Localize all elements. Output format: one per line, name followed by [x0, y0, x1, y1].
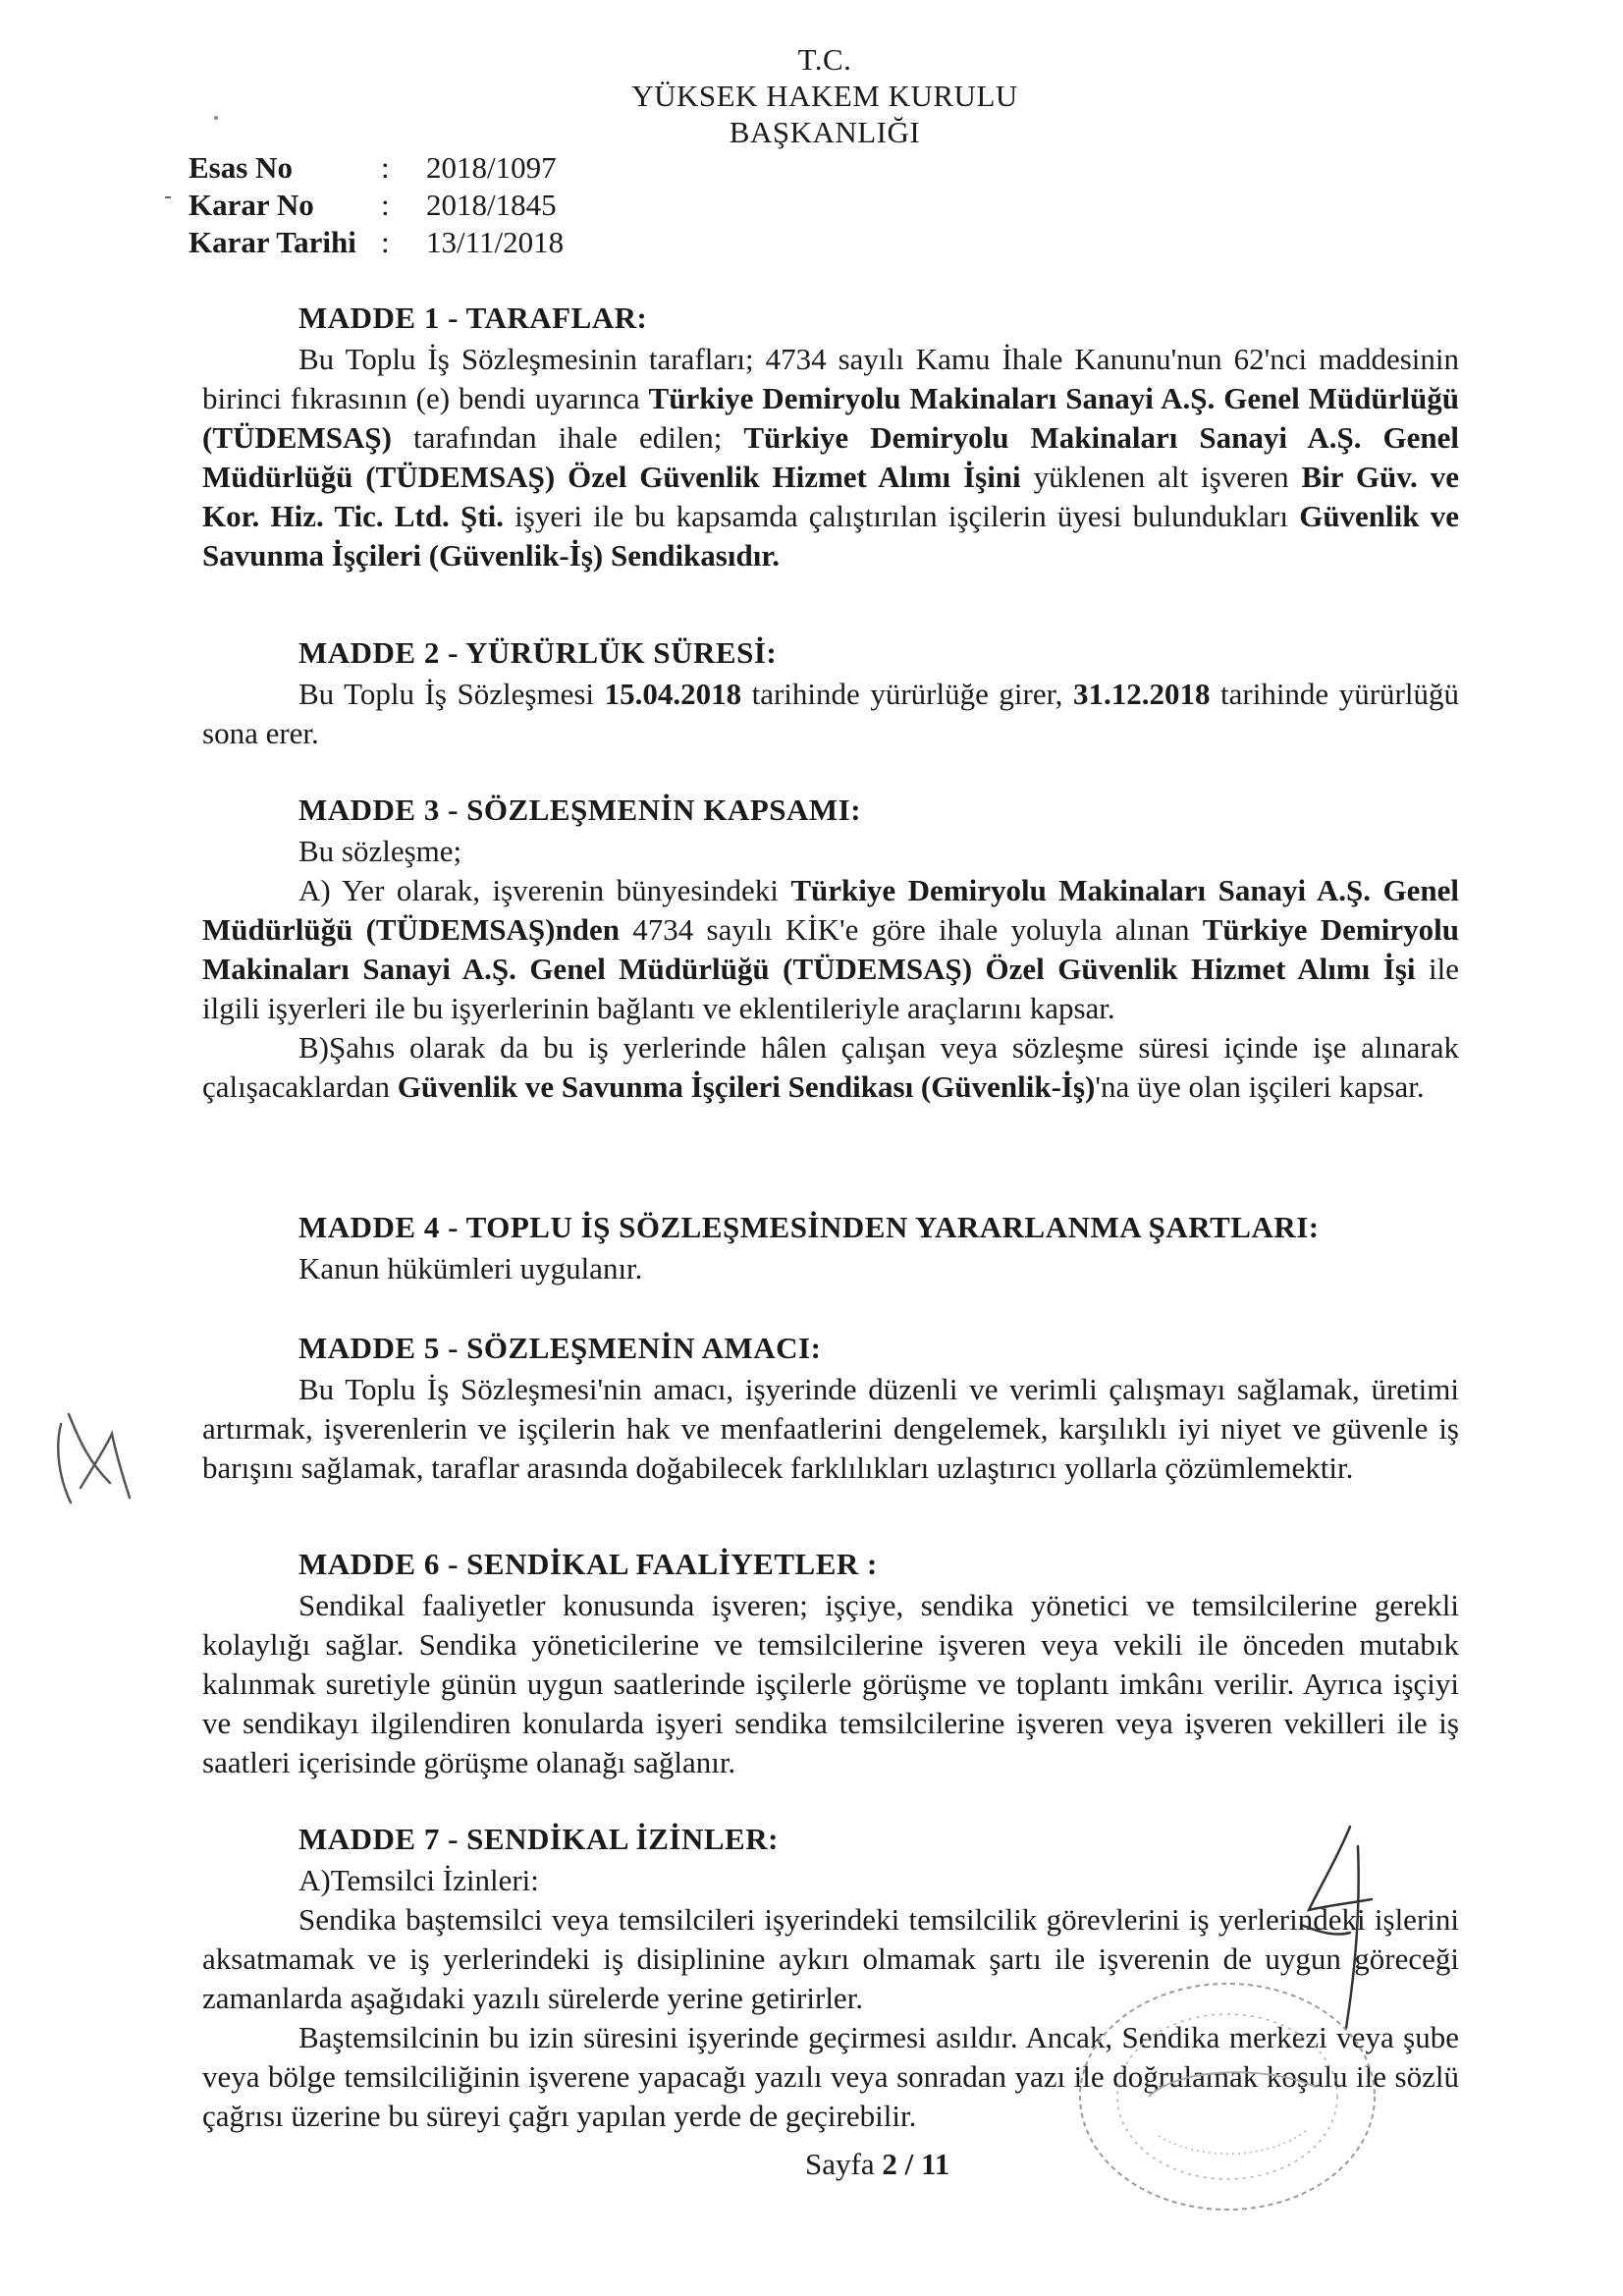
article-6-text: Sendikal faaliyetler konusunda işveren; işçiye, sendika yönetici ve temsilcilerine gerekli kolaylığı sağlar. Sendika yöneticilerine ve temsilcilerine işveren veya vekili ile önceden mutabık kalınmak suretiyle günün uygun saatlerinde işçilerle görüşme ve toplantı imkânı verilir. Ayrıca işçiyi ve sendikayı ilgilendiren konularda işyeri sendika temsilcilerine işveren veya işveren vekilleri ile iş saatleri içerisinde görüşme olanağı sağlanır.	[202, 1588, 1459, 1779]
colon: :	[381, 225, 390, 259]
article-5-heading: MADDE 5 - SÖZLEŞMENİN AMACI:	[298, 1331, 822, 1365]
article-3-clause-b	[202, 1028, 1459, 1107]
page-label: Sayfa	[805, 2147, 875, 2181]
article-7-paragraph-1: Sendika baştemsilci veya temsilcileri işyerindeki temsilcilik görevlerini iş yerlerindeki işlerini aksatmamak ve iş yerlerindeki iş disiplinine aykırı olmamak şartı ile işverenin de uygun göreceği zamanlarda aşağıdaki yazılı sürelerde yerine getirirler.	[202, 1902, 1459, 2015]
colon: :	[381, 188, 390, 222]
article-5-text: Bu Toplu İş Sözleşmesi'nin amacı, işyerinde düzenli ve verimli çalışmayı sağlamak, üretimi artırmak, işverenlerin ve işçilerin hak ve menfaatlerini dengelemek, karşılıklı iyi niyet ve güvenle iş barışını sağlamak, taraflar arasında doğabilecek farklılıkları uzlaştırıcı yollarla çözümlemektir.	[202, 1372, 1459, 1485]
page-value: 2 / 11	[882, 2147, 950, 2181]
tarih-row	[189, 224, 564, 261]
article-2-text	[202, 675, 1459, 753]
text-run: yüklenen alt işveren	[1020, 460, 1302, 494]
article-4	[202, 1208, 1459, 1288]
bold-run: Güvenlik ve Savunma İşçileri (Güvenlik-İş) Sendikasıdır.	[202, 499, 1459, 573]
document-header	[550, 41, 1100, 150]
karar-row	[189, 187, 564, 224]
article-6-heading: MADDE 6 - SENDİKAL FAALİYETLER :	[298, 1547, 878, 1581]
article-7-paragraph-2: Baştemsilcinin bu izin süresini işyerinde geçirmesi asıldır. Ancak, Sendika merkezi veya şube veya bölge temsilciliğinin işverene yapacağı yazılı veya sonradan yazı ile doğrulamak koşulu ile sözlü çağrısı üzerine bu süreyi çağrı yapılan yerde de geçirebilir.	[202, 2020, 1459, 2133]
article-5	[202, 1329, 1459, 1488]
bold-run: Türkiye Demiryolu Makinaları Sanayi A.Ş. Genel Müdürlüğü (TÜDEMSAŞ) Özel Güvenlik Hizmet Alımı İşi	[202, 912, 1459, 986]
header-presidency: BAŞKANLIĞI	[729, 115, 921, 149]
bold-run: Türkiye Demiryolu Makinaları Sanayi A.Ş. Genel Müdürlüğü (TÜDEMSAŞ)nden	[202, 873, 1459, 947]
text-run: işyeri ile bu kapsamda çalıştırılan işçilerin üyesi bulundukları	[503, 499, 1300, 533]
end-date: 31.12.2018	[1072, 677, 1211, 711]
text-run: 4734 sayılı KİK'e göre ihale yoluyla alınan	[619, 912, 1203, 947]
text-run: A) Yer olarak, işverenin bünyesindeki	[298, 873, 791, 907]
bold-run: Türkiye Demiryolu Makinaları Sanayi A.Ş. Genel Müdürlüğü (TÜDEMSAŞ) Özel Güvenlik Hizmet Alımı İşini	[202, 420, 1459, 494]
karar-label: Karar No	[189, 188, 314, 222]
esas-row	[189, 149, 564, 187]
colon: :	[381, 150, 390, 185]
article-7-heading: MADDE 7 - SENDİKAL İZİNLER:	[298, 1822, 779, 1856]
header-tc: T.C.	[797, 42, 852, 77]
bold-run: Güvenlik ve Savunma İşçileri Sendikası (Güvenlik-İş)	[397, 1069, 1096, 1104]
page-number	[805, 2147, 949, 2182]
text-run: Bu Toplu İş Sözleşmesi	[298, 677, 605, 711]
article-3	[202, 791, 1459, 1107]
scan-speck	[165, 196, 171, 198]
tarih-value: 13/11/2018	[426, 225, 565, 259]
esas-label: Esas No	[189, 150, 293, 185]
official-stamp	[1031, 1949, 1384, 2224]
text-run: Bu Toplu İş Sözleşmesinin tarafları; 4734 sayılı Kamu İhale Kanunu'nun 62'nci maddesinin birinci fıkrasının (e) bendi uyarınca	[202, 342, 1459, 415]
article-1-heading: MADDE 1 - TARAFLAR:	[298, 301, 648, 335]
start-date: 15.04.2018	[604, 677, 742, 711]
article-3-clause-a	[202, 871, 1459, 1028]
article-3-heading: MADDE 3 - SÖZLEŞMENİN KAPSAMI:	[298, 793, 862, 827]
karar-value: 2018/1845	[426, 188, 557, 222]
article-3-intro: Bu sözleşme;	[298, 834, 462, 868]
text-run: B)Şahıs olarak da bu iş yerlerinde hâlen çalışan veya sözleşme süresi içinde işe alınarak çalışacaklardan	[202, 1030, 1459, 1104]
bold-run: Türkiye Demiryolu Makinaları Sanayi A.Ş. Genel Müdürlüğü (TÜDEMSAŞ)	[202, 381, 1459, 455]
case-metadata	[189, 149, 564, 261]
article-7-subheading: A)Temsilci İzinleri:	[298, 1863, 539, 1897]
text-run: 'na üye olan işçileri kapsar.	[1095, 1069, 1425, 1104]
article-1	[202, 299, 1459, 575]
text-run: tarihinde yürürlüğe girer,	[741, 677, 1073, 711]
text-run: tarihinde yürürlüğü sona erer.	[202, 677, 1459, 750]
text-run: ile ilgili işyerleri ile bu işyerlerinin bağlantı ve eklentileriyle araçlarını kapsar.	[202, 952, 1459, 1025]
margin-initial-mark	[51, 1394, 139, 1522]
tarih-label: Karar Tarihi	[189, 225, 356, 259]
article-4-heading: MADDE 4 - TOPLU İŞ SÖZLEŞMESİNDEN YARARLANMA ŞARTLARI:	[298, 1210, 1320, 1244]
article-2	[202, 633, 1459, 753]
text-run: tarafından ihale edilen;	[391, 420, 744, 455]
bold-run: Bir Güv. ve Kor. Hiz. Tic. Ltd. Şti.	[202, 460, 1459, 533]
article-2-heading: MADDE 2 - YÜRÜRLÜK SÜRESİ:	[298, 635, 778, 670]
article-6	[202, 1545, 1459, 1782]
esas-value: 2018/1097	[426, 150, 557, 185]
article-1-text	[202, 340, 1459, 575]
header-institution: YÜKSEK HAKEM KURULU	[631, 79, 1018, 113]
scan-speck	[214, 116, 218, 120]
article-4-text: Kanun hükümleri uygulanır.	[298, 1251, 643, 1285]
